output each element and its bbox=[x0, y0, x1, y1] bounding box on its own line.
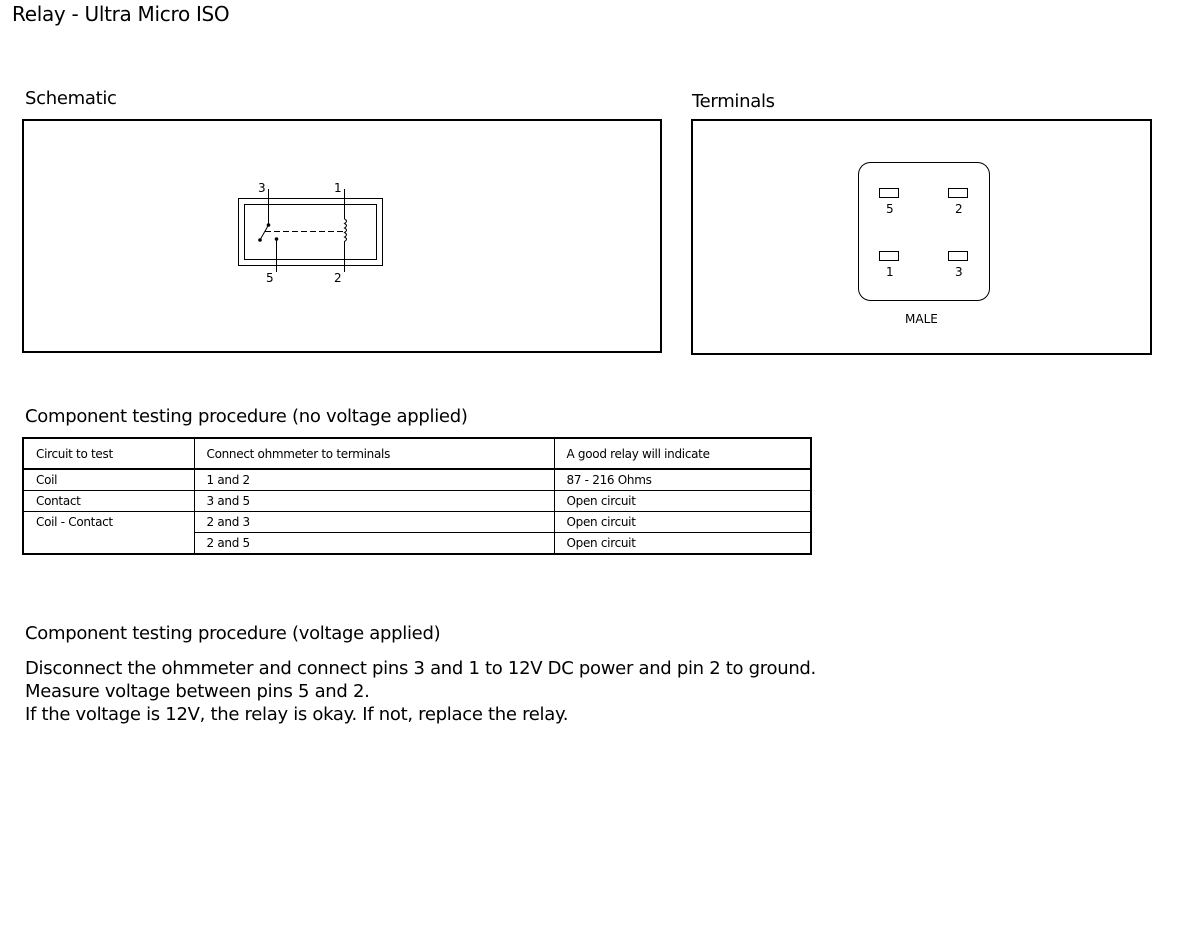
voltage-heading: Component testing procedure (voltage applied) bbox=[25, 623, 441, 644]
table-cell: Coil - Contact bbox=[23, 512, 194, 533]
table-cell: 2 and 3 bbox=[194, 512, 554, 533]
schematic-pin-2-label: 2 bbox=[334, 271, 342, 285]
procedure-line: Measure voltage between pins 5 and 2. bbox=[25, 681, 370, 702]
schematic-pin-3-label: 3 bbox=[258, 181, 266, 195]
table-header-cell: Connect ohmmeter to terminals bbox=[194, 438, 554, 469]
terminal-gender-label: MALE bbox=[905, 312, 938, 326]
page-title: Relay - Ultra Micro ISO bbox=[12, 2, 230, 26]
table-cell: Open circuit bbox=[554, 491, 811, 512]
table-cell: Coil bbox=[23, 469, 194, 491]
table-cell: Open circuit bbox=[554, 533, 811, 555]
terminal-pin-3-label: 3 bbox=[955, 265, 963, 279]
table-cell: 2 and 5 bbox=[194, 533, 554, 555]
no-voltage-heading: Component testing procedure (no voltage applied) bbox=[25, 406, 468, 427]
table-header-cell: A good relay will indicate bbox=[554, 438, 811, 469]
table-row bbox=[23, 512, 811, 533]
voltage-procedure-text bbox=[25, 657, 816, 726]
terminals-panel bbox=[691, 119, 1152, 355]
table-header-row bbox=[23, 438, 811, 469]
procedure-line: Disconnect the ohmmeter and connect pins 3 and 1 to 12V DC power and pin 2 to ground. bbox=[25, 658, 816, 679]
schematic-pin-1-label: 1 bbox=[334, 181, 342, 195]
table-cell: Contact bbox=[23, 491, 194, 512]
terminals-heading: Terminals bbox=[692, 91, 775, 112]
schematic-heading: Schematic bbox=[25, 88, 117, 109]
terminal-pin-2-label: 2 bbox=[955, 202, 963, 216]
no-voltage-test-table bbox=[22, 437, 812, 555]
procedure-line: If the voltage is 12V, the relay is okay. If not, replace the relay. bbox=[25, 704, 569, 725]
table-header-cell: Circuit to test bbox=[23, 438, 194, 469]
relay-schematic-diagram bbox=[24, 121, 660, 351]
table-row bbox=[23, 491, 811, 512]
table-cell: Open circuit bbox=[554, 512, 811, 533]
table-row bbox=[23, 469, 811, 491]
terminal-pin-1-label: 1 bbox=[886, 265, 894, 279]
schematic-pin-5-label: 5 bbox=[266, 271, 274, 285]
terminal-pin-5-label: 5 bbox=[886, 202, 894, 216]
schematic-panel bbox=[22, 119, 662, 353]
table-cell: 1 and 2 bbox=[194, 469, 554, 491]
table-row bbox=[23, 533, 811, 555]
table-cell bbox=[23, 533, 194, 555]
table-cell: 87 - 216 Ohms bbox=[554, 469, 811, 491]
table-cell: 3 and 5 bbox=[194, 491, 554, 512]
terminal-layout-diagram bbox=[693, 121, 1150, 353]
